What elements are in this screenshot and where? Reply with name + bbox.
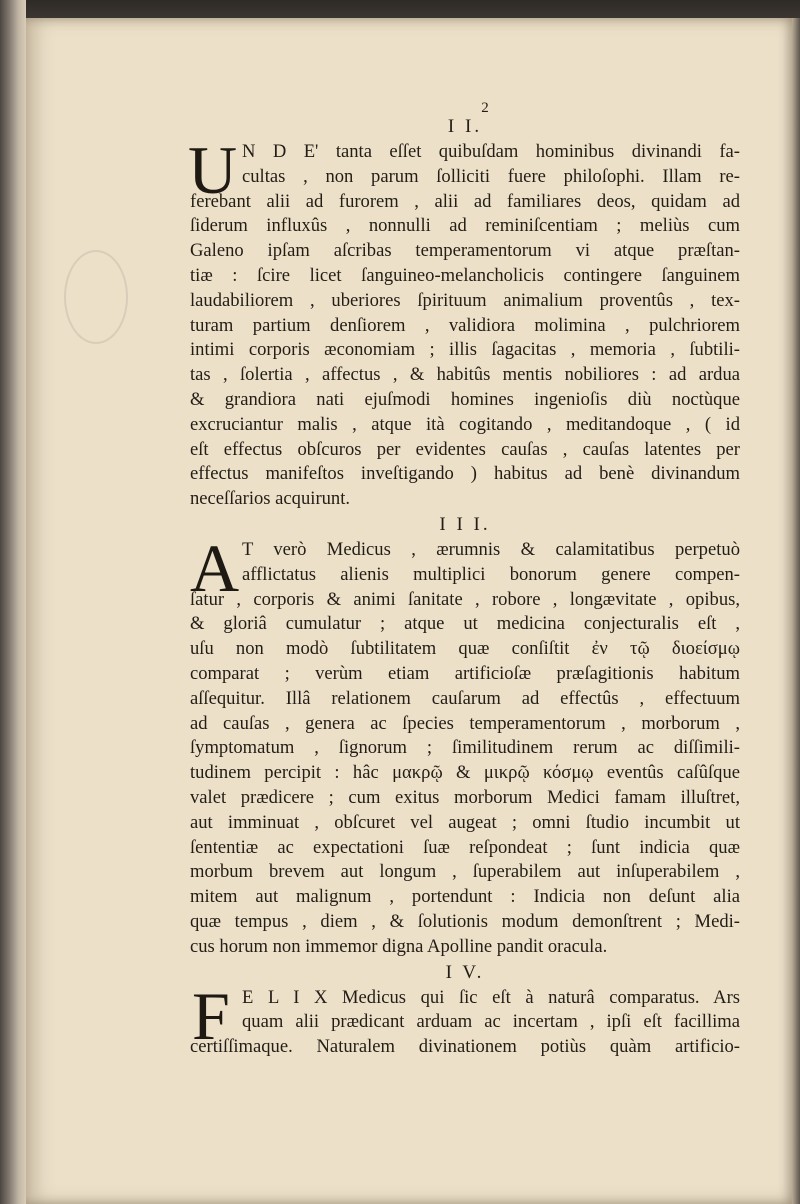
text-line: intimi corporis æconomiam ; illis ſagacitas , memoria , ſubtili-: [190, 339, 740, 361]
text-line: tudinem percipit : hâc μακρῷ & μικρῷ κόσμῳ eventûs caſûſque: [190, 762, 740, 784]
section-ii-paragraph: [188, 132, 740, 512]
section-iii: [190, 529, 740, 960]
text-line: ſiderum influxûs , nonnulli ad reminiſcentiam ; meliùs cum: [190, 215, 740, 237]
text-line: & grandiora nati ejuſmodi homines ingenioſis diù noctùque: [190, 388, 740, 410]
section-ii: [188, 132, 740, 512]
text-line: ad cauſas , genera ac ſpecies temperamentorum , morborum ,: [190, 712, 740, 734]
text-line: turam partium denſiorem , validiora molimina , pulchriorem: [190, 314, 740, 336]
text-line: ferebant alii ad furorem , alii ad familiares deos, quidam ad: [190, 190, 740, 212]
text-line: ſymptomatum , ſignorum ; ſimilitudinem rerum ac diſſimili-: [190, 737, 740, 759]
text-line: certiſſimaque. Naturalem divinationem potiùs quàm artificio-: [190, 1036, 740, 1058]
text-line: cus horum non immemor digna Apolline pandit oracula.: [190, 935, 608, 957]
section-iv-paragraph: [190, 977, 740, 1060]
text-line: E L I X Medicus qui ſic eſt à naturâ comparatus. Ars: [242, 986, 740, 1008]
section-heading-ii: I I.: [447, 116, 483, 137]
drop-cap-u: U: [188, 132, 238, 208]
text-line: T verò Medicus , ærumnis & calamitatibus perpetuò: [242, 538, 740, 560]
text-line: morbum brevem aut longum , ſuperabilem aut inſuperabilem ,: [190, 861, 740, 883]
section-iii-paragraph: [190, 529, 740, 960]
text-line: eſt effectus obſcuros per evidentes cauſas , cauſas latentes per: [190, 438, 740, 460]
text-line: quæ tempus , diem , & ſolutionis modum demonſtrent ; Medi-: [190, 910, 740, 932]
drop-cap-a: A: [190, 529, 240, 606]
text-line: quam alii prædicant arduam ac incertam , ipſi eſt facillima: [242, 1011, 740, 1033]
section-heading-iii: I I I.: [439, 513, 491, 535]
text-line: tas , ſolertia , affectus , & habitûs mentis nobiliores : ad ardua: [190, 364, 740, 386]
text-line: afflictatus alienis multiplici bonorum genere compen-: [242, 563, 740, 585]
text-line: mitem aut malignum , portendunt : Indicia non deſunt alia: [190, 886, 740, 908]
text-line: ſententiæ ac expectationi ſuæ reſpondeat ; ſunt indicia quæ: [190, 836, 740, 858]
text-line: aſſequitur. Illâ relationem cauſarum ad effectûs , effectuum: [190, 687, 740, 709]
page-text: [190, 100, 740, 1060]
text-line: tiæ : ſcire licet ſanguineo-melancholicis contingere ſanguinem: [190, 264, 740, 286]
section-iv: [190, 977, 740, 1060]
text-line: cultas , non parum ſolliciti fuere philoſophi. Illam re-: [242, 165, 740, 187]
book-spine-edge: [0, 0, 26, 1204]
text-line: aut imminuat , obſcuret vel augeat ; omni ſtudio incumbit ut: [190, 811, 740, 833]
text-line: effectus manifeſtos inveſtigando ) habitus ad benè divinandum: [190, 463, 740, 485]
book-right-edge: [792, 18, 800, 1204]
drop-cap-f: F: [192, 977, 230, 1054]
text-line: & gloriâ cumulatur ; atque ut medicina conjecturalis eſt ,: [190, 613, 740, 635]
page-number: 2: [481, 100, 489, 116]
section-heading-iv: I V.: [445, 961, 485, 983]
text-line: laudabiliorem , uberiores ſpirituum animalium proventûs , tex-: [190, 289, 740, 311]
text-line: valet prædicere ; cum exitus morborum Medici famam illuſtret,: [190, 786, 740, 808]
text-line: uſu non modò ſubtilitatem quæ conſiſtit ἐν τῷ διοείσμῳ: [190, 638, 740, 660]
text-line: ſatur , corporis & animi ſanitate , robore , longævitate , opibus,: [190, 588, 740, 610]
text-line: excruciantur malis , atque ità cogitando , meditandoque , ( id: [190, 413, 740, 435]
faded-library-stamp: [64, 250, 128, 344]
text-line: neceſſarios acquirunt.: [190, 488, 351, 510]
text-line: N D E' tanta eſſet quibuſdam hominibus divinandi fa-: [242, 141, 740, 162]
text-line: Galeno ipſam aſcribas temperamentorum vi atque præſtan-: [190, 240, 740, 262]
book-top-edge: [0, 0, 800, 18]
text-line: comparat ; verùm etiam artificioſæ præſagitionis habitum: [190, 662, 740, 684]
